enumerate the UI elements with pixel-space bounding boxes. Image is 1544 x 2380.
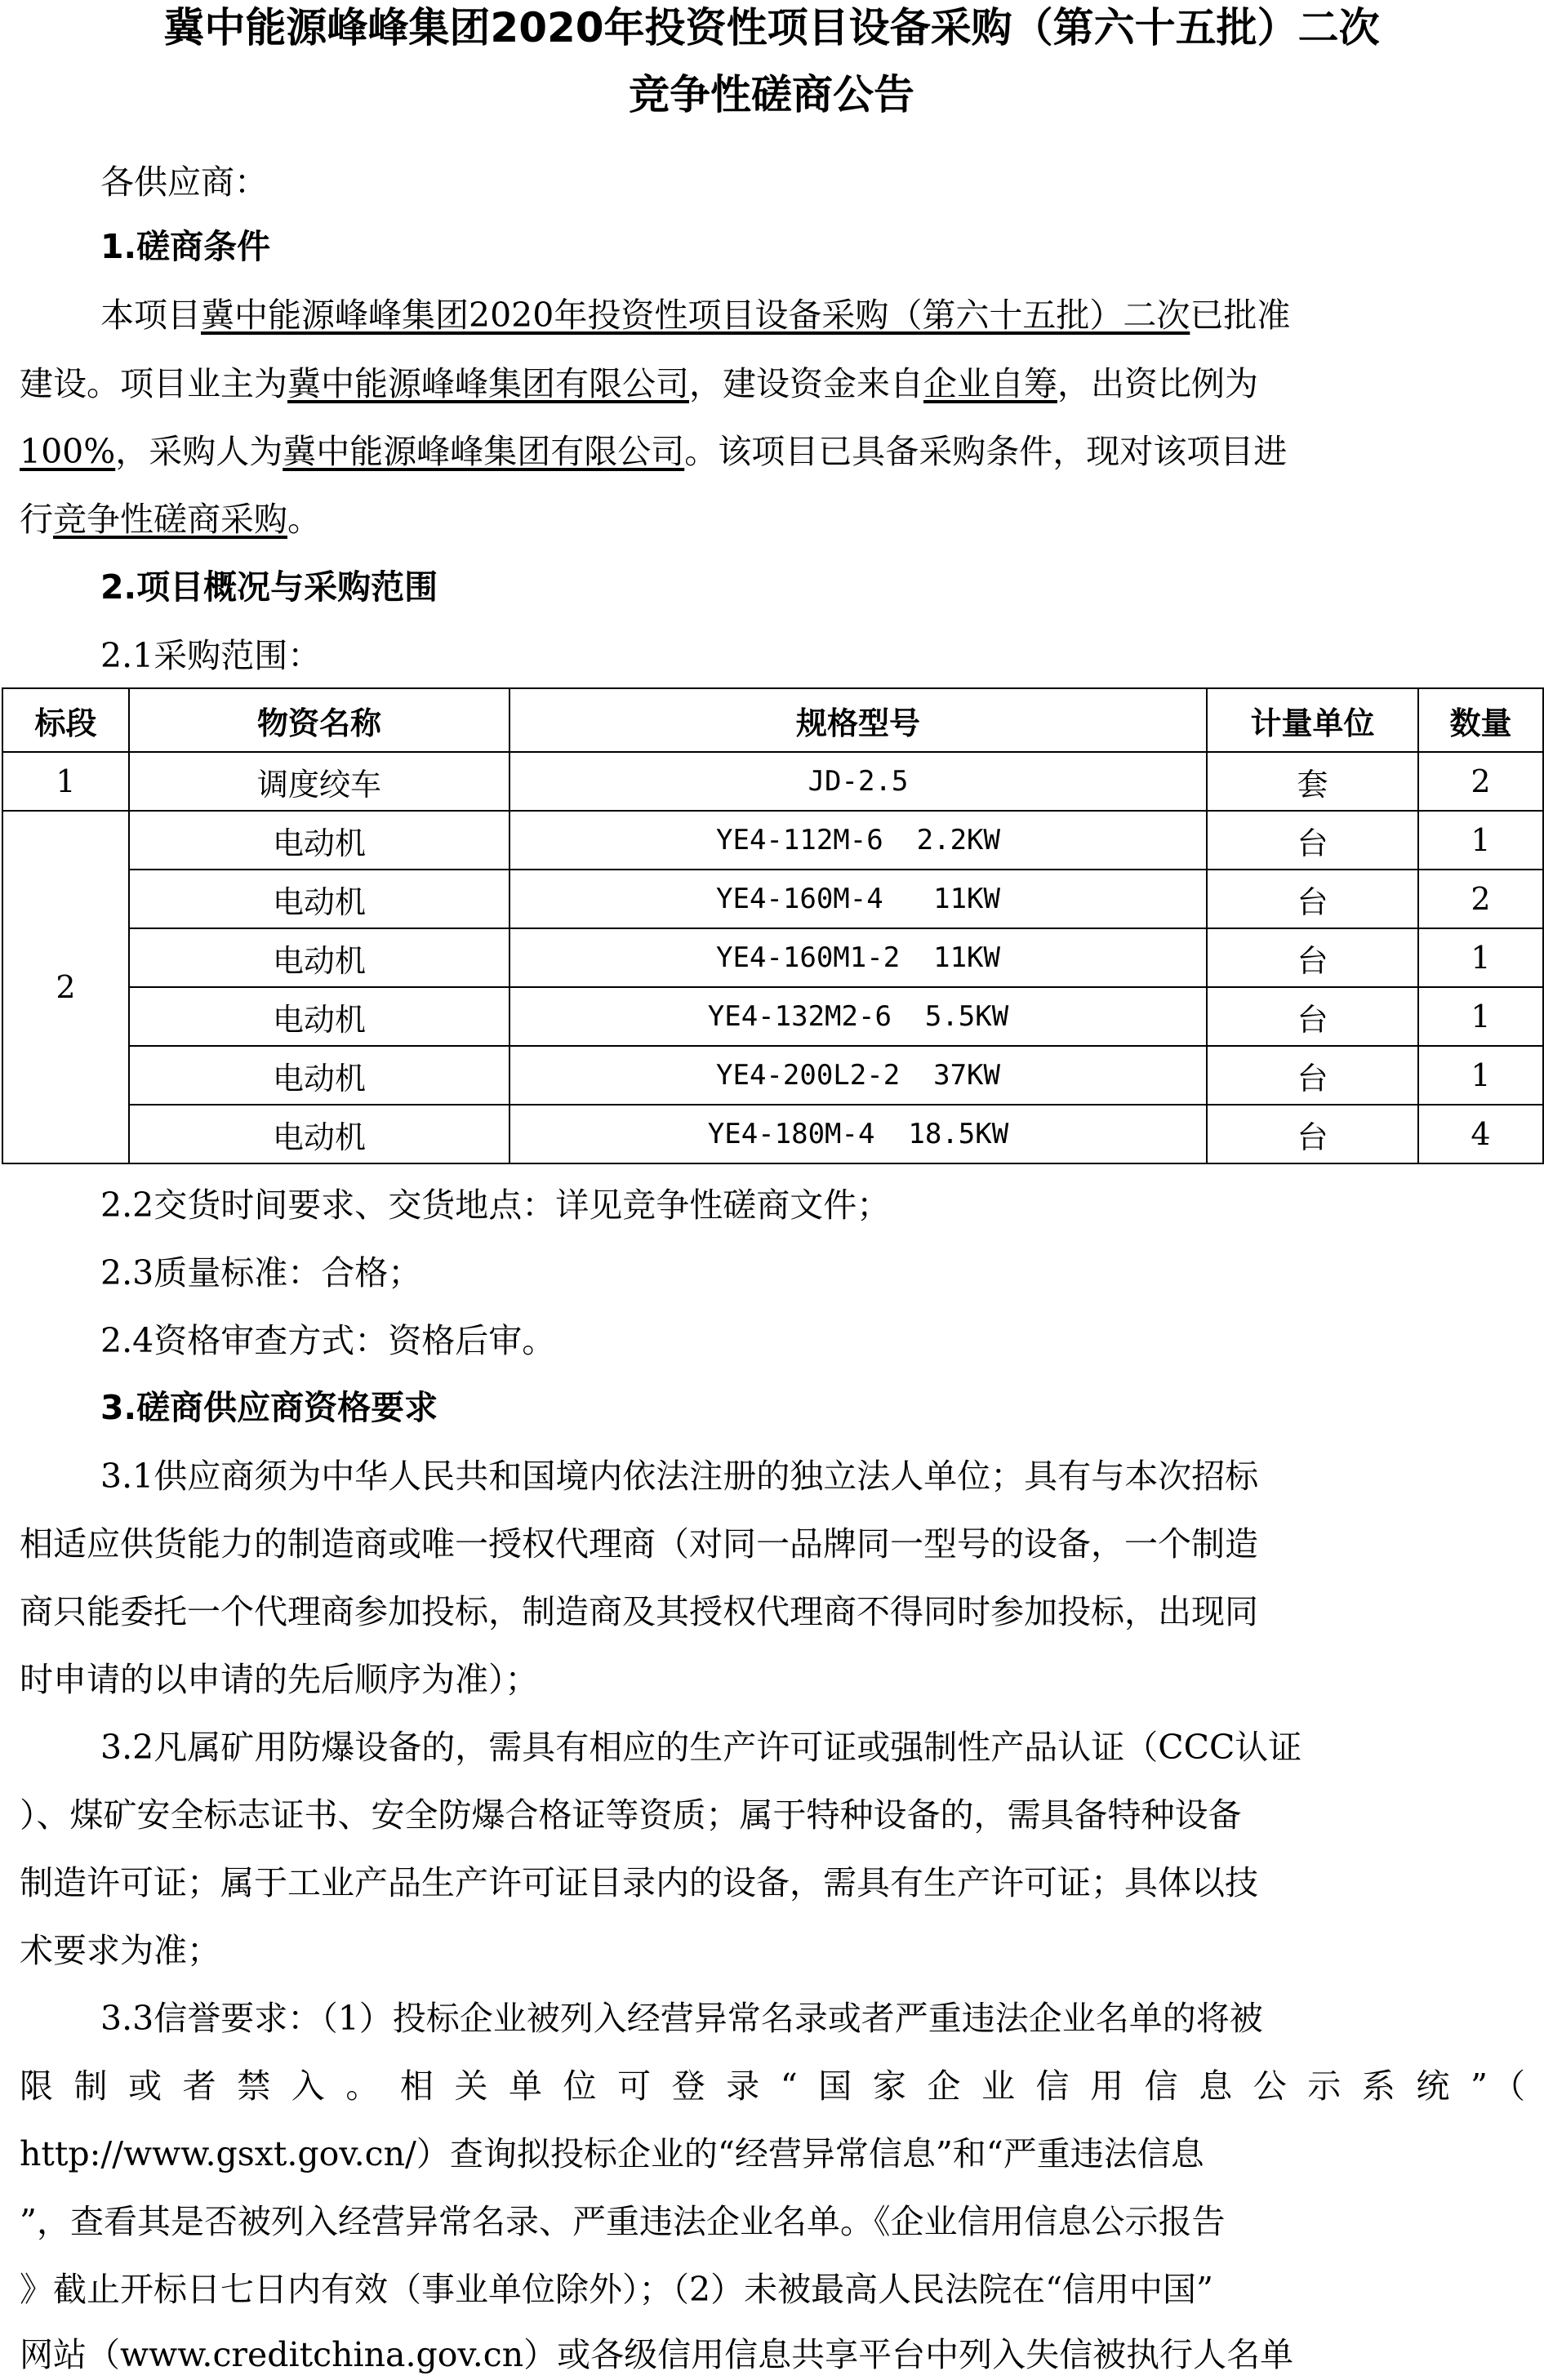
cell-unit: 台 [1207,1046,1418,1105]
text-run: 。该项目已具备采购条件，现对该项目进 [684,432,1288,471]
cell-item-name: 电动机 [129,1105,509,1163]
section-3-line: 网站（www.creditchina.gov.cn）或各级信用信息共享平台中列入失信被执行人名单 [20,2335,1294,2374]
procurement-table [2,687,1544,1164]
section-3-line: 限制或者禁入。相关单位可登录“国家企业信用信息公示系统”（ [20,2066,1525,2106]
section-2-heading: 2.项目概况与采购范围 [100,567,438,607]
section-3-line: 3.1供应商须为中华人民共和国境内依法注册的独立法人单位；具有与本次招标 [100,1457,1259,1496]
cell-unit: 台 [1207,811,1418,870]
cell-lot: 1 [2,752,129,811]
procurement-method: 竞争性磋商采购 [53,500,287,539]
cell-quantity: 4 [1418,1105,1543,1163]
text-run: 本项目 [100,296,201,335]
cell-unit: 台 [1207,1105,1418,1163]
fund-source: 企业自筹 [923,364,1057,403]
cell-unit: 台 [1207,987,1418,1046]
cell-item-name: 电动机 [129,811,509,870]
header-quantity: 数量 [1418,688,1543,752]
table-row [2,928,1543,987]
section-3-heading: 3.磋商供应商资格要求 [100,1388,438,1427]
cell-spec: YE4-132M2-6 5.5KW [509,987,1207,1046]
section-3-line: 相适应供货能力的制造商或唯一授权代理商（对同一品牌同一型号的设备，一个制造 [20,1524,1258,1564]
section-1-paragraph-line-4 [20,498,1525,541]
table-row [2,870,1543,928]
section-3-line: 商只能委托一个代理商参加投标，制造商及其授权代理商不得同时参加投标，出现同 [20,1592,1258,1631]
text-run: 。 [287,500,321,539]
project-name: 冀中能源峰峰集团2020年投资性项目设备采购（第六十五批）二次 [201,296,1190,335]
cell-spec: YE4-180M-4 18.5KW [509,1105,1207,1163]
cell-quantity: 1 [1418,1046,1543,1105]
header-item-name: 物资名称 [129,688,509,752]
cell-spec: YE4-160M-4 11KW [509,870,1207,928]
fund-ratio: 100% [20,432,116,471]
section-2-4: 2.4资格审查方式：资格后审。 [100,1321,556,1360]
cell-lot: 2 [2,811,129,1163]
cell-quantity: 1 [1418,811,1543,870]
section-1-paragraph-line-2 [20,363,1525,405]
text-run: ，建设资金来自 [689,364,923,403]
cell-quantity: 2 [1418,752,1543,811]
section-2-1-label: 2.1采购范围： [100,636,322,675]
section-1-paragraph-line-3 [20,430,1525,473]
cell-quantity: 1 [1418,928,1543,987]
cell-item-name: 电动机 [129,1046,509,1105]
section-3-line: http://www.gsxt.gov.cn/）查询拟投标企业的“经营异常信息”和“严重违法信息 [20,2134,1204,2173]
cell-item-name: 电动机 [129,987,509,1046]
section-3-line: ”，查看其是否被列入经营异常名录、严重违法企业名单。《企业信用信息公示报告 [20,2202,1226,2241]
header-spec: 规格型号 [509,688,1207,752]
text-run: 已批准 [1190,296,1291,335]
cell-item-name: 调度绞车 [129,752,509,811]
salutation: 各供应商： [100,162,268,202]
section-3-line: ）、煤矿安全标志证书、安全防爆合格证等资质；属于特种设备的，需具备特种设备 [20,1795,1242,1835]
purchaser-name: 冀中能源峰峰集团有限公司 [283,432,685,471]
cell-unit: 台 [1207,870,1418,928]
table-row [2,987,1543,1046]
text-run: 行 [20,500,53,539]
header-unit: 计量单位 [1207,688,1418,752]
section-3-line: 术要求为准； [20,1931,220,1970]
section-3-line: 3.3信誉要求：（1）投标企业被列入经营异常名录或者严重违法企业名单的将被 [100,1999,1263,2038]
table-row [2,811,1543,870]
section-1-heading: 1.磋商条件 [100,227,271,266]
cell-item-name: 电动机 [129,928,509,987]
section-3-line: 制造许可证；属于工业产品生产许可证目录内的设备，需具有生产许可证；具体以技 [20,1863,1258,1902]
section-1-paragraph-line-1 [100,294,1544,336]
cell-quantity: 2 [1418,870,1543,928]
cell-quantity: 1 [1418,987,1543,1046]
table-header-row [2,688,1543,752]
section-3-line: 》截止开标日七日内有效（事业单位除外）；（2）未被最高人民法院在“信用中国” [20,2270,1214,2309]
cell-unit: 套 [1207,752,1418,811]
section-2-2: 2.2交货时间要求、交货地点：详见竞争性磋商文件； [100,1186,891,1225]
table-row [2,1105,1543,1163]
project-owner: 冀中能源峰峰集团有限公司 [287,364,689,403]
text-run: 建设。项目业主为 [20,364,287,403]
table-row [2,752,1543,811]
section-3-line: 3.2凡属矿用防爆设备的，需具有相应的生产许可证或强制性产品认证（CCC认证 [100,1728,1302,1767]
table-row [2,1046,1543,1105]
cell-unit: 台 [1207,928,1418,987]
cell-spec: YE4-112M-6 2.2KW [509,811,1207,870]
text-run: ，采购人为 [115,432,283,471]
section-2-3: 2.3质量标准：合格； [100,1253,422,1292]
cell-spec: JD-2.5 [509,752,1207,811]
text-run: ，出资比例为 [1057,364,1258,403]
document-title-line-2: 竞争性磋商公告 [629,71,914,118]
cell-spec: YE4-200L2-2 37KW [509,1046,1207,1105]
header-lot: 标段 [2,688,129,752]
document-title-line-1: 冀中能源峰峰集团2020年投资性项目设备采购（第六十五批）二次 [163,4,1380,51]
cell-spec: YE4-160M1-2 11KW [509,928,1207,987]
cell-item-name: 电动机 [129,870,509,928]
section-3-line: 时申请的以申请的先后顺序为准）； [20,1660,539,1699]
